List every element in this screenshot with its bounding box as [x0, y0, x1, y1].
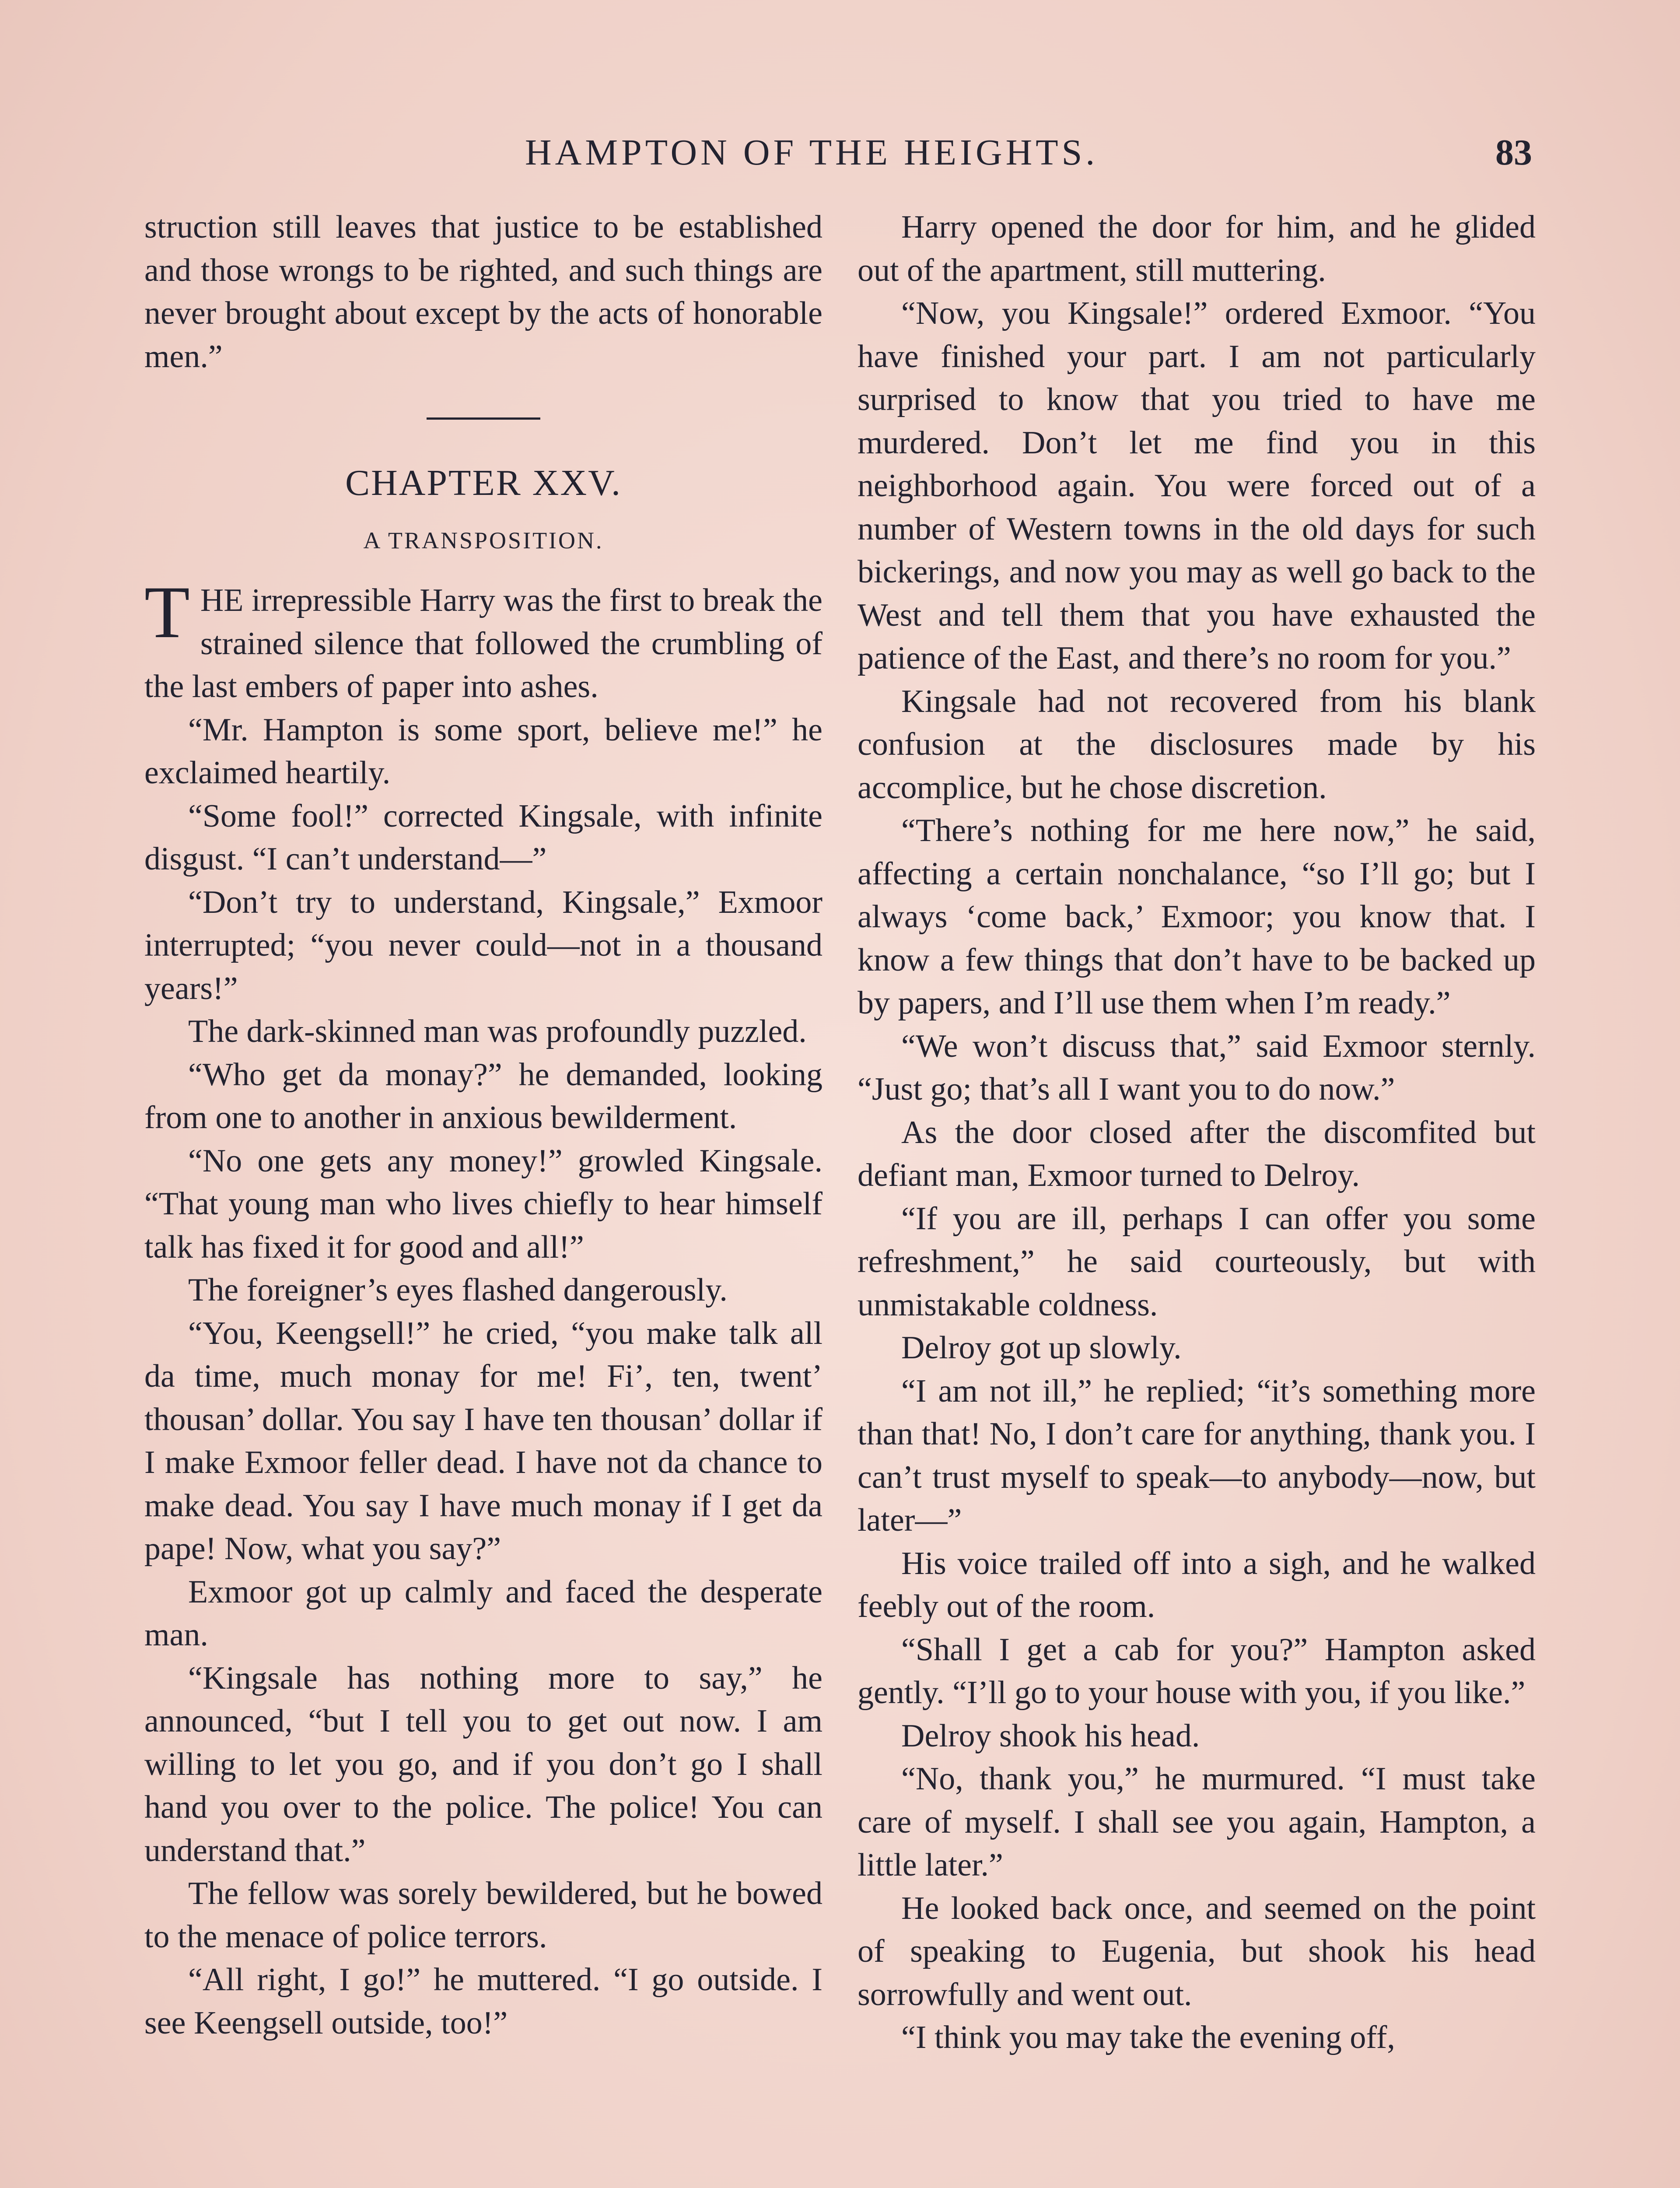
paragraph: “Now, you Kingsale!” ordered Exmoor. “You have finished your part. I am not particularly surprised to know that you tried to have me murdered. Don’t let me find you in this neighborhood again. You were forced out of a number of Western towns in the old days for such bickerings, and now you may as well go back to the West and tell them that you have exhausted the patience of the East, and there’s no room for you.” — [858, 295, 1536, 676]
paragraph: “I am not ill,” he replied; “it’s something more than that! No, I don’t care for anything, thank you. I can’t trust myself to speak—to anybody—now, but later—” — [858, 1373, 1536, 1538]
paragraph: “If you are ill, perhaps I can offer you some refreshment,” he said courteously, but with unmistakable coldness. — [858, 1200, 1536, 1323]
paragraph: “I think you may take the evening off, — [901, 2020, 1395, 2055]
right-column — [858, 206, 1536, 2059]
continued-paragraph: struction still leaves that justice to be established and those wrongs to be righted, and such things are never brought about except by the acts of honorable men.” — [144, 209, 822, 375]
chapter-subtitle: A TRANSPOSITION. — [363, 527, 604, 554]
paragraph: “Who get da monay?” he demanded, looking from one to another in anxious bewilderment. — [144, 1056, 822, 1136]
paragraph: “No one gets any money!” growled Kingsale. “That young man who lives chiefly to hear himself talk has fixed it for good and all!” — [144, 1143, 822, 1265]
paragraph: Delroy got up slowly. — [901, 1330, 1182, 1366]
left-column — [144, 206, 822, 2044]
paragraph: “Don’t try to understand, Kingsale,” Exmoor interrupted; “you never could—not in a thousand years!” — [144, 884, 822, 1006]
opening-text: HE irrepressible Harry was the first to break the strained silence that followed the crumbling of the last embers of paper into ashes. — [144, 582, 822, 705]
page-number: 83 — [1495, 132, 1532, 173]
paragraph: Harry opened the door for him, and he glided out of the apartment, still muttering. — [858, 209, 1536, 288]
section-rule — [427, 417, 540, 420]
paragraph: “There’s nothing for me here now,” he said, affecting a certain nonchalance, “so I’ll go; but I always ‘come back,’ Exmoor; you know that. I know a few things that don’t have to be backed up by papers, and I’ll use them when I’m ready.” — [858, 813, 1536, 1021]
drop-cap: T — [144, 571, 190, 653]
paragraph: “No, thank you,” he murmured. “I must take care of myself. I shall see you again, Hampton, a little later.” — [858, 1761, 1536, 1883]
paragraph: “Kingsale has nothing more to say,” he announced, “but I tell you to get out now. I am willing to let you go, and if you don’t go I shall hand you over to the police. The police! You can understand that.” — [144, 1660, 822, 1869]
paragraph: Delroy shook his head. — [901, 1718, 1200, 1754]
paragraph: “All right, I go!” he muttered. “I go outside. I see Keengsell outside, too!” — [144, 1962, 822, 2041]
paragraph: His voice trailed off into a sigh, and he walked feebly out of the room. — [858, 1545, 1536, 1624]
opening-paragraph — [144, 571, 822, 708]
paragraph: “Mr. Hampton is some sport, believe me!” he exclaimed heartily. — [144, 712, 822, 791]
paragraph: The foreigner’s eyes flashed dangerously. — [188, 1272, 728, 1308]
paragraph: He looked back once, and seemed on the point of speaking to Eugenia, but shook his head sorrowfully and went out. — [858, 1890, 1536, 2013]
chapter-title: CHAPTER XXV. — [345, 463, 622, 503]
paragraph: Kingsale had not recovered from his blank confusion at the disclosures made by his accomplice, but he chose discretion. — [858, 683, 1536, 806]
paragraph: The fellow was sorely bewildered, but he bowed to the menace of police terrors. — [144, 1876, 822, 1955]
paragraph: “We won’t discuss that,” said Exmoor sternly. “Just go; that’s all I want you to do now.” — [858, 1028, 1536, 1107]
paragraph: As the door closed after the discomfited but defiant man, Exmoor turned to Delroy. — [858, 1114, 1536, 1193]
paragraph: The dark-skinned man was profoundly puzzled. — [188, 1013, 807, 1049]
paragraph: “Shall I get a cab for you?” Hampton asked gently. “I’ll go to your house with you, if you like.” — [858, 1631, 1536, 1711]
running-title: HAMPTON OF THE HEIGHTS. — [525, 132, 1099, 173]
paragraph: Exmoor got up calmly and faced the desperate man. — [144, 1574, 822, 1653]
paragraph: “You, Keengsell!” he cried, “you make talk all da time, much monay for me! Fi’, ten, twent’ thousan’ dollar. You say I have ten thousan’ dollar if I make Exmoor feller dead. I have not da chance to make dead. You say I have much monay if I get da pape! Now, what you say?” — [144, 1315, 822, 1567]
page-header — [0, 131, 1680, 184]
paragraph: “Some fool!” corrected Kingsale, with infinite disgust. “I can’t understand—” — [144, 798, 822, 877]
